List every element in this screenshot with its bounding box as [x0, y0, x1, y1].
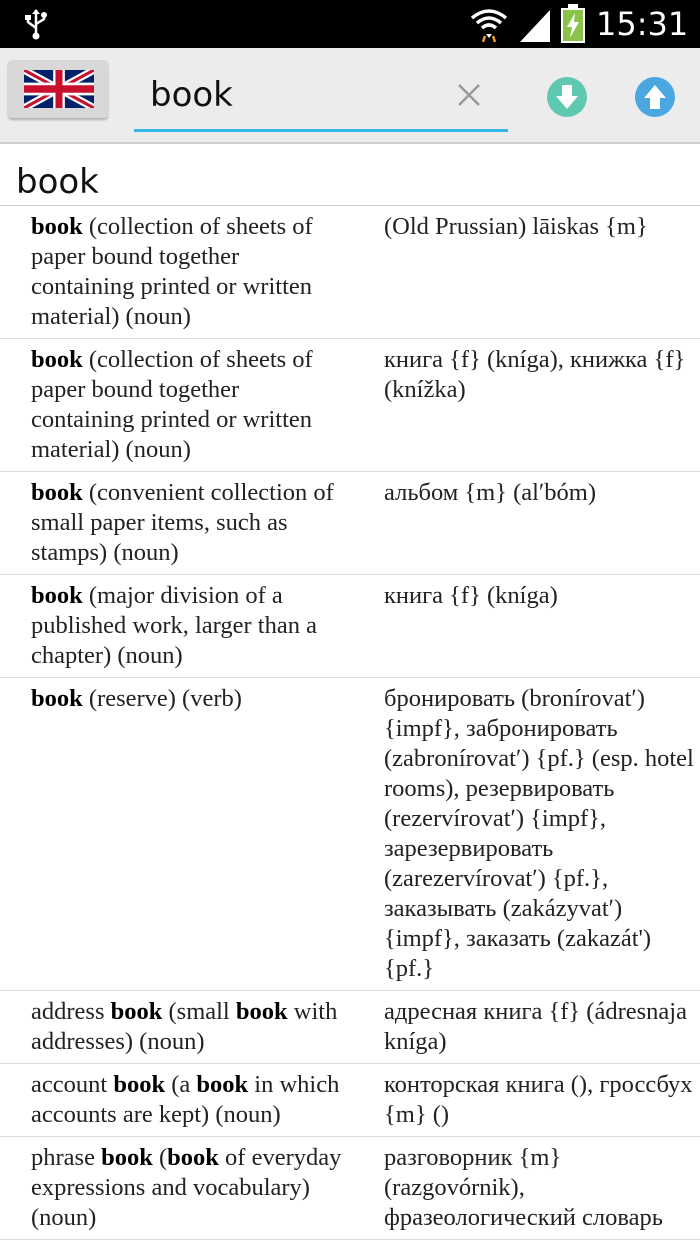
entry-term — [0, 1143, 354, 1233]
term-text: with addresses) (noun) — [31, 998, 338, 1055]
translation-row[interactable] — [0, 1064, 700, 1137]
entry-translation: книга {f} (kníga), книжка {f} (knížka) — [384, 346, 686, 403]
translation-row[interactable] — [0, 339, 700, 472]
term-text: of everyday expressions and vocabulary) (noun) — [31, 1144, 342, 1231]
term-keyword: book — [31, 685, 83, 712]
term-text: (collection of sheets of paper bound together containing printed or written material) (noun) — [31, 346, 313, 463]
term-text: ( — [152, 1144, 168, 1171]
entry-term — [0, 345, 354, 465]
entry-translation: книга {f} (kníga) — [384, 582, 558, 609]
signal-icon — [518, 8, 552, 42]
arrow-up-circle-icon[interactable] — [634, 76, 676, 118]
term-keyword: book — [167, 1144, 219, 1171]
translation-row[interactable] — [0, 472, 700, 575]
uk-flag-icon — [24, 70, 94, 108]
term-text: (collection of sheets of paper bound together containing printed or written material) (noun) — [31, 213, 313, 330]
results-panel — [0, 146, 700, 1244]
entry-term — [0, 581, 354, 671]
close-icon[interactable] — [454, 80, 484, 110]
term-text: (small — [162, 998, 236, 1025]
term-keyword: book — [31, 346, 83, 373]
status-time: 15:31 — [596, 5, 689, 43]
term-keyword: book — [235, 998, 288, 1025]
term-keyword: book — [110, 998, 163, 1025]
term-text: in which accounts are kept) (noun) — [31, 1071, 340, 1128]
entry-term — [0, 478, 354, 568]
term-keyword: book — [196, 1071, 249, 1098]
entry-term — [0, 997, 354, 1057]
entry-translation: бронировать (bronírovatʹ) {impf}, забронировать (zabronírovatʹ) {pf.} (esp. hotel rooms), резервировать (rezervírovatʹ) {impf}, зарезервировать (zarezervírovatʹ) {pf.}, заказывать (zakázyvatʹ) {impf}, заказать (zakazát') {pf.} — [384, 685, 694, 982]
entry-term — [0, 1070, 354, 1130]
term-keyword: book — [31, 213, 83, 240]
translation-row[interactable] — [0, 991, 700, 1064]
translation-row[interactable] — [0, 678, 700, 991]
term-text: account — [31, 1071, 114, 1098]
entry-translation: адресная книга {f} (ádresnaja kníga) — [384, 998, 687, 1055]
entry-term — [0, 684, 354, 984]
battery-charging-icon — [560, 4, 586, 44]
term-text: (convenient collection of small paper items, such as stamps) (noun) — [31, 479, 334, 566]
translation-row[interactable] — [0, 575, 700, 678]
wifi-icon — [470, 6, 508, 42]
translation-list — [0, 206, 700, 1240]
term-text: phrase — [31, 1144, 102, 1171]
translation-row[interactable] — [0, 206, 700, 339]
language-select-button[interactable] — [8, 60, 108, 118]
entry-term — [0, 212, 354, 332]
term-text: (a — [165, 1071, 197, 1098]
search-toolbar — [0, 48, 700, 144]
entry-translation: (Old Prussian) lāiskas {m} — [384, 213, 648, 240]
term-text: (reserve) (verb) — [82, 685, 242, 712]
term-keyword: book — [101, 1144, 153, 1171]
status-bar — [0, 0, 700, 48]
search-input[interactable] — [150, 70, 450, 120]
entry-translation: разговорник {m} (razgovórnik), фразеологический словарь — [384, 1144, 663, 1231]
entry-translation: конторская книга (), гроссбух {m} () — [384, 1071, 693, 1128]
result-headword: book — [0, 146, 700, 206]
entry-translation: альбом {m} (alʹbóm) — [384, 479, 596, 506]
term-keyword: book — [31, 582, 83, 609]
term-keyword: book — [31, 479, 83, 506]
term-keyword: book — [113, 1071, 166, 1098]
arrow-down-circle-icon[interactable] — [546, 76, 588, 118]
term-text: address — [31, 998, 111, 1025]
usb-icon — [22, 8, 50, 40]
translation-row[interactable] — [0, 1137, 700, 1240]
term-text: (major division of a published work, larger than a chapter) (noun) — [31, 582, 317, 669]
search-field[interactable] — [134, 60, 508, 132]
